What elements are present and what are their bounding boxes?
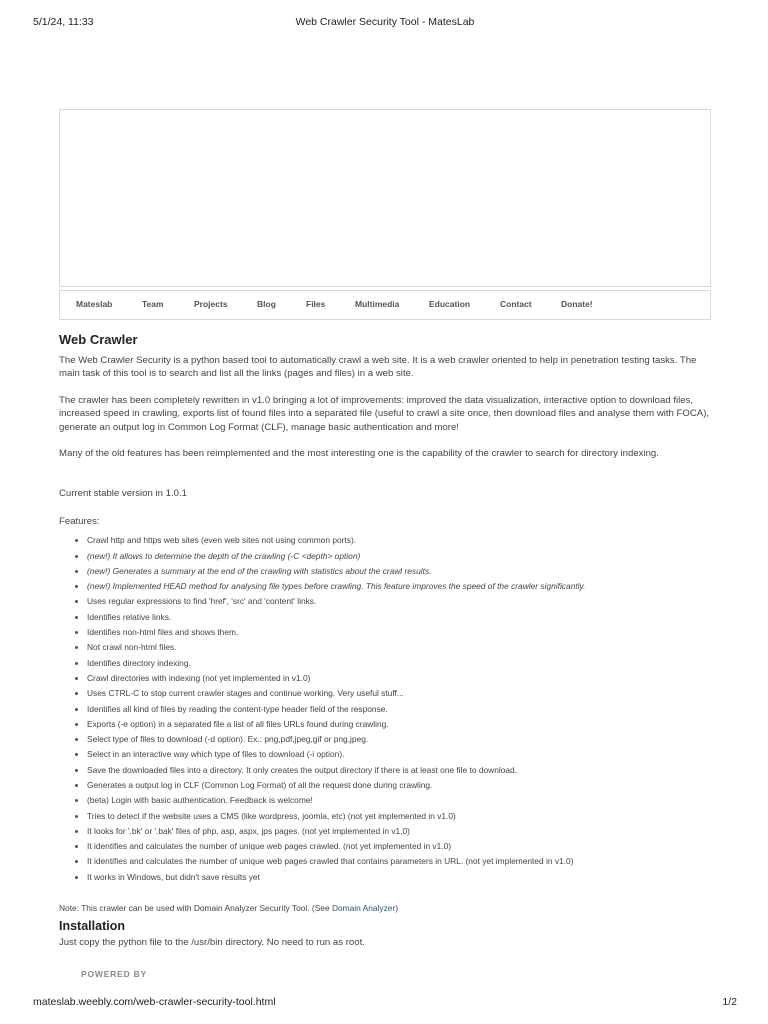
feature-text: Select type of files to download (-d option). Ex.: png,pdf,jpeg,gif or png,jpeg. (87, 734, 369, 745)
bullet-icon (75, 845, 78, 848)
list-item (75, 625, 711, 640)
list-item (75, 824, 711, 839)
list-item (75, 549, 711, 564)
feature-text: Exports (-e option) in a separated file a list of all files URLs found during crawling. (87, 718, 389, 729)
nav-item-multimedia[interactable]: Multimedia (355, 299, 400, 309)
bullet-icon (75, 723, 78, 726)
note-text (59, 903, 711, 913)
feature-text: It identifies and calculates the number of unique web pages crawled that contains parameters in URL. (not yet implemented in v1.0) (87, 856, 574, 867)
list-item (75, 702, 711, 717)
feature-text: It works in Windows, but didn't save results yet (87, 871, 260, 882)
list-item (75, 594, 711, 609)
nav-item-team[interactable]: Team (142, 299, 164, 309)
nav-item-donate[interactable]: Donate! (561, 299, 593, 309)
feature-text: (new!) Implemented HEAD method for analysing file types before crawling. This feature improves the speed of the crawler significantly. (87, 581, 586, 592)
bullet-icon (75, 753, 78, 756)
header-banner (59, 109, 711, 287)
bullet-icon (75, 738, 78, 741)
list-item (75, 839, 711, 854)
bullet-icon (75, 830, 78, 833)
domain-analyzer-link[interactable]: Domain Analyzer (331, 903, 396, 914)
bullet-icon (75, 539, 78, 542)
main-content (59, 332, 711, 948)
list-item (75, 610, 711, 625)
feature-text: Identifies non-html files and shows them. (87, 627, 239, 638)
print-header (33, 16, 737, 30)
installation-text: Just copy the python file to the /usr/bin directory. No need to run as root. (59, 937, 365, 949)
intro-paragraph: The Web Crawler Security is a python based tool to automatically crawl a web site. It is a web crawler oriented to help in penetration testing tasks. The main task of this tool is to search and list all the links (pages and files) in a web site. (59, 355, 697, 380)
nav-item-blog[interactable]: Blog (257, 299, 276, 309)
feature-text: Select in an interactive way which type of files to download (-i option). (87, 749, 345, 760)
bullet-icon (75, 616, 78, 619)
nav-item-contact[interactable]: Contact (500, 299, 532, 309)
list-item (75, 564, 711, 579)
feature-text: Identifies directory indexing. (87, 657, 191, 668)
rewrite-paragraph: The crawler has been completely rewritten in v1.0 bringing a lot of improvements: improved the data visualization, interactive option to download files, increased speed in crawling, exports list of found files into a separated file (useful to crawl a site once, then download files and analyse them with FOCA), generate an output log in Common Log Format (CLF), manage basic authentication and more! (59, 394, 710, 433)
bullet-icon (75, 662, 78, 665)
powered-by-label[interactable]: POWERED BY (81, 969, 148, 979)
list-item (75, 732, 711, 747)
bullet-icon (75, 585, 78, 588)
feature-text: Crawl directories with indexing (not yet implemented in v1.0) (87, 672, 311, 683)
list-item (75, 686, 711, 701)
feature-text: Not crawl non-html files. (87, 642, 177, 653)
print-date: 5/1/24, 11:33 (33, 16, 94, 28)
features-label: Features: (59, 515, 100, 527)
nav-item-files[interactable]: Files (306, 299, 326, 309)
list-item (75, 579, 711, 594)
bullet-icon (75, 876, 78, 879)
bullet-icon (75, 799, 78, 802)
nav-item-education[interactable]: Education (429, 299, 471, 309)
list-item (75, 854, 711, 869)
feature-text: Save the downloaded files into a directory. It only creates the output directory if there is at least one file to download. (87, 764, 518, 775)
list-item (75, 763, 711, 778)
nav-item-projects[interactable]: Projects (194, 299, 228, 309)
feature-text: Uses CTRL-C to stop current crawler stages and continue working. Very useful stuff... (87, 688, 404, 699)
bullet-icon (75, 860, 78, 863)
list-item (75, 656, 711, 671)
page-number: 1/2 (722, 996, 737, 1008)
feature-text: Uses regular expressions to find 'href', 'src' and 'content' links. (87, 596, 317, 607)
feature-text: Tries to detect if the website uses a CMS (like wordpress, joomla, etc) (not yet implemented in v1.0) (87, 810, 456, 821)
version-text: Current stable version in 1.0.1 (59, 488, 187, 500)
bullet-icon (75, 769, 78, 772)
list-item (75, 809, 711, 824)
installation-heading: Installation (59, 919, 125, 934)
feature-text: It identifies and calculates the number of unique web pages crawled. (not yet implemented in v1.0) (87, 841, 452, 852)
feature-text: Identifies relative links. (87, 611, 172, 622)
bullet-icon (75, 677, 78, 680)
note-suffix: ) (395, 903, 399, 914)
feature-text: Crawl http and https web sites (even web sites not using common ports). (87, 535, 357, 546)
bullet-icon (75, 631, 78, 634)
bullet-icon (75, 708, 78, 711)
list-item (75, 671, 711, 686)
features-list (59, 533, 711, 885)
list-item (75, 533, 711, 548)
list-item (75, 717, 711, 732)
bullet-icon (75, 815, 78, 818)
nav-item-mateslab[interactable]: Mateslab (76, 299, 113, 309)
bullet-icon (75, 692, 78, 695)
page-title: Web Crawler (59, 332, 138, 347)
bullet-icon (75, 600, 78, 603)
old-features-paragraph: Many of the old features has been reimplemented and the most interesting one is the capability of the crawler to search for directory indexing. (59, 448, 659, 460)
bullet-icon (75, 555, 78, 558)
list-item (75, 778, 711, 793)
note-prefix: Note: This crawler can be used with Domain Analyzer Security Tool. (See (59, 903, 332, 914)
print-page-title: Web Crawler Security Tool - MatesLab (295, 16, 475, 28)
feature-text: (new!) It allows to determine the depth of the crawling (-C <depth> option) (87, 550, 361, 561)
feature-text: Generates a output log in CLF (Common Log Format) of all the request done during crawling. (87, 780, 433, 790)
print-url: mateslab.weebly.com/web-crawler-security-tool.html (33, 996, 276, 1008)
feature-text: It looks for '.bk' or '.bak' files of php, asp, aspx, jps pages. (not yet implemented in v1.0) (87, 825, 410, 836)
feature-text: (new!) Generates a summary at the end of the crawling with statistics about the crawl results. (87, 565, 432, 576)
list-item (75, 747, 711, 762)
bullet-icon (75, 784, 78, 787)
bullet-icon (75, 646, 78, 649)
bullet-icon (75, 570, 78, 573)
list-item (75, 640, 711, 655)
print-footer (33, 996, 737, 1010)
feature-text: (beta) Login with basic authentication. Feedback is welcome! (87, 795, 313, 806)
list-item (75, 870, 711, 885)
feature-text: Identifies all kind of files by reading the content-type header field of the response. (87, 703, 388, 714)
list-item (75, 793, 711, 808)
main-nav (59, 290, 711, 320)
